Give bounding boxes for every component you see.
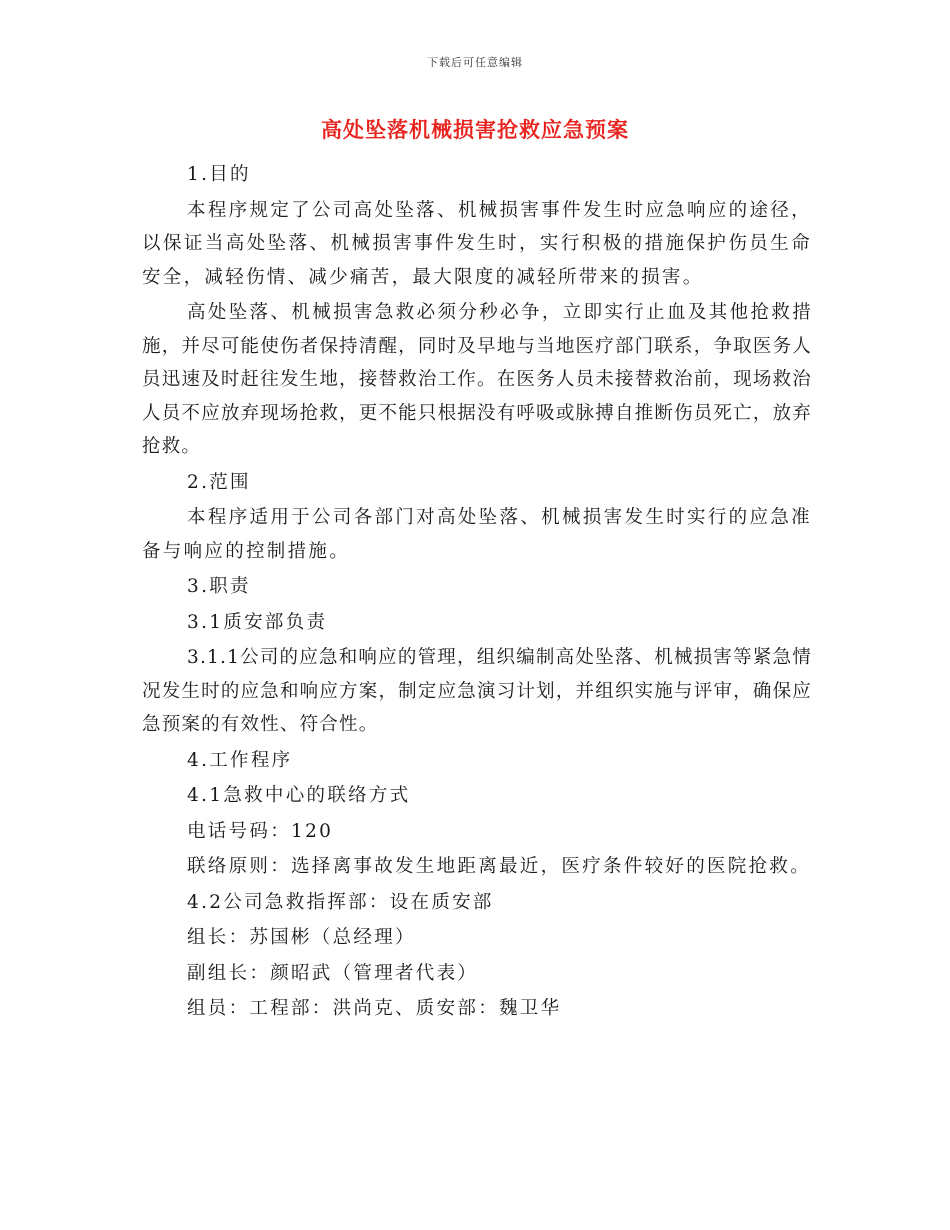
paragraph-3-1-1-text: 3.1.1公司的应急和响应的管理，组织编制高处坠落、机械损害等紧急情况发生时的应急和响应方案，制定应急演习计划，并组织实施与评审，确保应急预案的有效性、符合性。 [142, 647, 812, 735]
deputy-leader-line: 副组长：颜昭武（管理者代表） [187, 962, 479, 984]
page-header-note: 下载后可任意编辑 [427, 56, 523, 69]
paragraph-scope-text: 本程序适用于公司各部门对高处坠落、机械损害发生时实行的应急准备与响应的控制措施。 [142, 507, 812, 562]
section-heading-scope: 2.范围 [187, 471, 251, 493]
document-title: 高处坠落机械损害抢救应急预案 [321, 117, 629, 142]
section-heading-purpose: 1.目的 [187, 164, 251, 185]
team-leader-line: 组长：苏国彬（总经理） [187, 927, 416, 948]
phone-number-line: 电话号码：120 [187, 820, 334, 842]
section-heading-duties: 3.职责 [187, 576, 251, 597]
section-heading-procedure: 4.工作程序 [187, 749, 293, 771]
paragraph-first-aid-text: 高处坠落、机械损害急救必须分秒必争，立即实行止血及其他抢救措施，并尽可能使伤者保持清醒，同时及早地与当地医疗部门联系，争取医务人员迅速及时赶往发生地，接替救治工作。在医务人员未接替救治前，现场救治人员不应放弃现场抢救，更不能只根据没有呼吸或脉搏自推断伤员死亡，放弃抢救。 [142, 302, 812, 457]
paragraph-purpose-text: 本程序规定了公司高处坠落、机械损害事件发生时应急响应的途径，以保证当高处坠落、机械损害事件发生时，实行积极的措施保护伤员生命安全，减轻伤情、减少痛苦，最大限度的减轻所带来的损害。 [142, 199, 812, 288]
subsection-heading-4-1: 4.1急救中心的联络方式 [187, 785, 411, 806]
subsection-heading-4-2: 4.2公司急救指挥部：设在质安部 [187, 891, 494, 913]
team-members-line: 组员：工程部：洪尚克、质安部：魏卫华 [187, 998, 562, 1019]
contact-principle-text: 联络原则：选择离事故发生地距离最近，医疗条件较好的医院抢救。 [187, 856, 812, 877]
subsection-heading-3-1: 3.1质安部负责 [187, 611, 328, 633]
document-body [142, 158, 812, 1028]
